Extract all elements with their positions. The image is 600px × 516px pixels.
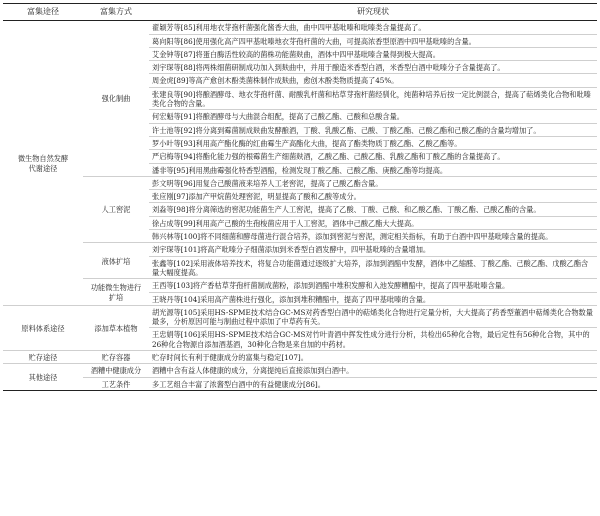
research-status-cell: 胡光源等[105]采用HS-SPME技术结合GC-MS对药香型白酒中的萜烯类化合物进行定量分析，大大提高了药香型董酒中萜烯类化合物数量最多，分析原因可能与制曲过程中添加了中草药有关。 <box>149 305 597 328</box>
table-row <box>3 305 597 328</box>
table-row <box>3 279 597 292</box>
research-status-cell: 贮存时间长有利于健康成分的富集与稳定[107]。 <box>149 351 597 364</box>
research-status-cell: 王晓丹等[104]采用高产菌株进行强化，添加到堆积糟醅中，提高了四甲基吡嗪的含量。 <box>149 292 597 305</box>
method-cell: 添加草本植物 <box>83 305 149 350</box>
research-status-cell: 王忠娟等[106]采用HS-SPME技术结合GC-MS对竹叶青酒中挥发性成分进行分析，共检出65种化合物，最后定性有56种化合物，其中的26种化合物源自添加酒基酒，30种化合物是来自加的中药材。 <box>149 328 597 351</box>
table-row <box>3 364 597 377</box>
research-table-container <box>3 3 597 391</box>
pathway-cell: 贮存途径 <box>3 351 83 364</box>
method-cell: 贮存容器 <box>83 351 149 364</box>
health-component-enrichment-table <box>3 3 597 391</box>
research-status-cell: 刘淼等[98]将分离筛选的窖泥功能菌生产人工窖泥，提高了乙酸、丁酸、己酸、和乙酸乙酯、丁酸乙酯、己酸乙酯的含量。 <box>149 203 597 216</box>
pathway-cell: 原料体系途径 <box>3 305 83 350</box>
table-body <box>3 21 597 391</box>
header-pathway: 富集途径 <box>3 4 83 21</box>
research-status-cell: 葛向阳等[86]使用强化高产四甲基吡嗪地衣芽孢杆菌的大曲，可提高浓香型原酒中四甲基吡嗪的含量。 <box>149 34 597 47</box>
method-cell: 功能微生物进行 扩培 <box>83 279 149 306</box>
table-row <box>3 21 597 34</box>
table-row <box>3 176 597 189</box>
header-row <box>3 4 597 21</box>
table-row <box>3 243 597 256</box>
research-status-cell: 严启梅等[94]将酯化能力强的根霉菌生产细菌麸酒，乙酸乙酯、己酸乙酯、乳酸乙酯和丁酸乙酯的含量提高了。 <box>149 150 597 163</box>
research-status-cell: 张应刚[97]添加产甲烷菌处理窖泥，明显提高了酸和乙酸等成分。 <box>149 190 597 203</box>
table-row <box>3 377 597 390</box>
research-status-cell: 翟颖芳等[85]利用地衣芽孢杆菌强化酱香大曲，曲中四甲基吡嗪和吡嗪类含量提高了。 <box>149 21 597 34</box>
research-status-cell: 刘宇琛等[88]将两株细菌研制成功加入到麸曲中，并用于酿造米香型白酒，米香型白酒中吡嗪分子含量提高了。 <box>149 61 597 74</box>
research-status-cell: 刘宇琛等[101]将高产吡嗪分子细菌添加到米香型白酒发酵中，四甲基吡嗪的含量增加。 <box>149 243 597 256</box>
research-status-cell: 彭文明等[96]用复合己酸菌液来培养人工老窖泥，提高了己酸乙酯含量。 <box>149 176 597 189</box>
method-cell: 液体扩培 <box>83 243 149 279</box>
pathway-cell: 其他途径 <box>3 364 83 391</box>
research-status-cell: 许士池等[92]将分离到霉菌制成麸曲发酵酿酒，丁酸、乳酸乙酯、己酸、丁酸乙酯、己酸乙酯和己酸乙酯的含量均增加了。 <box>149 123 597 136</box>
research-status-cell: 罗小叶等[93]利用高产酯化酶的红曲霉生产高酯化大曲，提高了酯类物质丁酸乙酯、乙酸乙酯等。 <box>149 136 597 149</box>
table-row <box>3 351 597 364</box>
research-status-cell: 潘非等[95]利用黑曲霉强化特香型酒醅，检测发现丁酸乙酯、己酸乙酯、庚酸乙酯等均提高。 <box>149 163 597 176</box>
method-cell: 酒糟中健康成分 <box>83 364 149 377</box>
method-cell: 强化制曲 <box>83 21 149 177</box>
research-status-cell: 多工艺组合丰富了浓酱型白酒中的有益健康成分[86]。 <box>149 377 597 390</box>
header-status: 研究现状 <box>149 4 597 21</box>
research-status-cell: 张鑫等[102]采用液体培养技术，将复合功能菌通过逐级扩大培养，添加到酒醅中发酵，酒体中乙缩醛、丁酸乙酯、己酸乙酯、戊酸乙酯含量大幅度提高。 <box>149 256 597 279</box>
header-method: 富集方式 <box>83 4 149 21</box>
research-status-cell: 徐占成等[99]利用高产己酸的生孢梭菌应用于人工窖泥，酒体中己酸乙酯大大提高。 <box>149 216 597 229</box>
research-status-cell: 艾金钟等[87]将蛋白酶活性较高的菌株功能菌麸曲，酒体中四甲基吡嗪含量得到极大提高。 <box>149 47 597 60</box>
research-status-cell: 何宏魁等[91]将酿酒酵母与大曲混合组配，提高了己酸乙酯、己酸和总酸含量。 <box>149 110 597 123</box>
research-status-cell: 周金虎[89]等高产愈创木酚类菌株制作成麸曲，愈创木酚类物质提高了45%。 <box>149 74 597 87</box>
pathway-cell: 微生物自然发酵 代谢途径 <box>3 21 83 306</box>
method-cell: 人工窖泥 <box>83 176 149 242</box>
research-status-cell: 酒糟中含有益人体健康的成分，分离提纯后直接添加到白酒中。 <box>149 364 597 377</box>
method-cell: 工艺条件 <box>83 377 149 390</box>
table-header <box>3 4 597 21</box>
research-status-cell: 韩兴林等[100]将不同细菌和酵母菌进行混合培养，添加到窖泥与窖泥，测定相关指标，有助于白酒中四甲基吡嗪含量的提高。 <box>149 230 597 243</box>
research-status-cell: 王西等[103]将产香枯草芽孢杆菌制成菌粉，添加到酒醅中堆积发酵和入池发酵糟醅中，提高了四甲基吡嗪含量。 <box>149 279 597 292</box>
research-status-cell: 张建良等[90]将酿酒酵母、地衣芽孢杆菌、耐酸乳杆菌和枯草芽孢杆菌经驯化，纯菌种培养后按一定比例混合，提高了萜烯类化合物和吡嗪类化合物的含量。 <box>149 87 597 110</box>
